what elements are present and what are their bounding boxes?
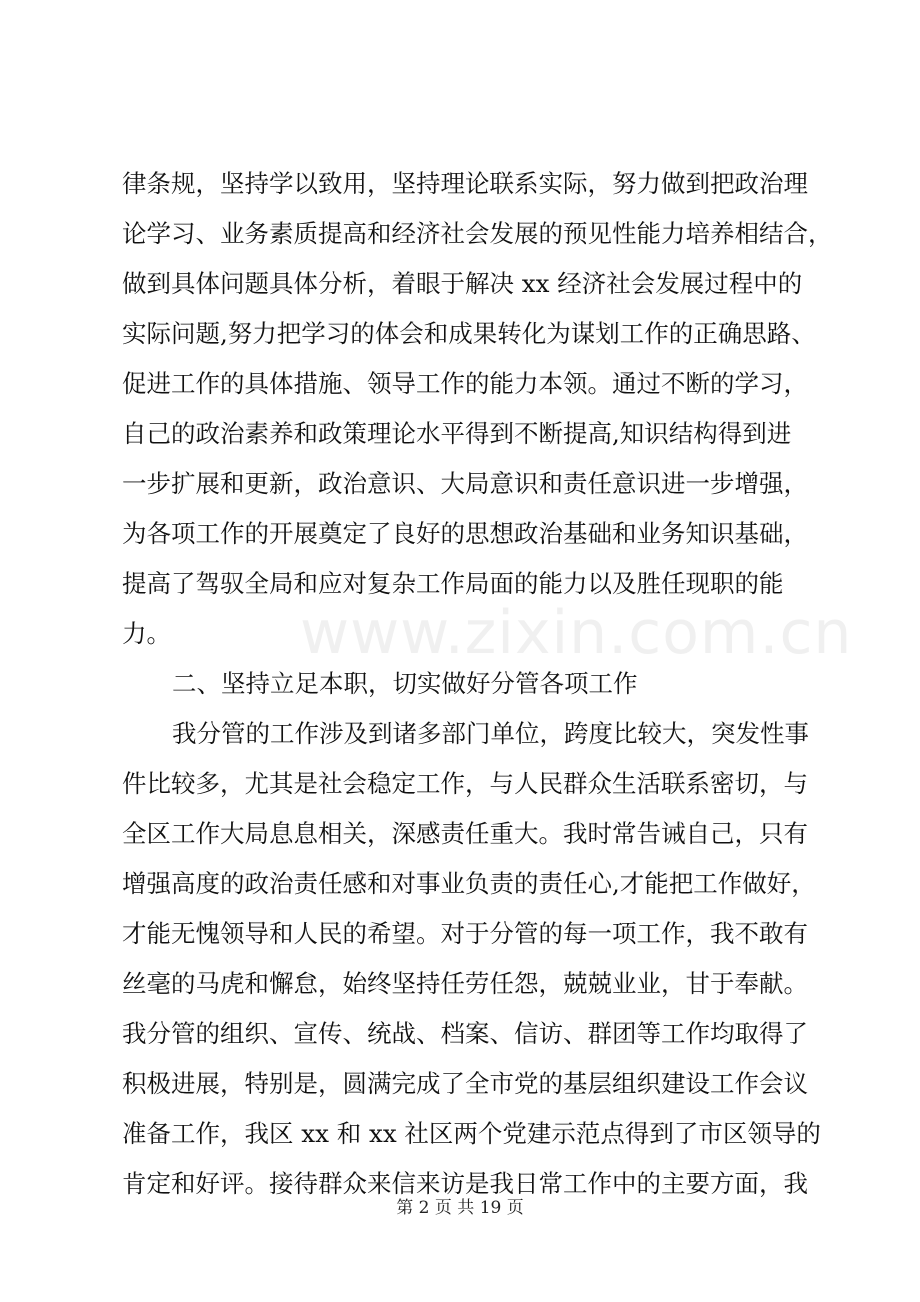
text-line: 为各项工作的开展奠定了良好的思想政治基础和业务知识基础， [122,519,808,548]
text-line: 准备工作，我区 xx 和 xx 社区两个党建示范点得到了市区领导的 [122,1119,821,1148]
text-line: 一步扩展和更新，政治意识、大局意识和责任意识进一步增强， [122,469,808,498]
text-line: 论学习、业务素质提高和经济社会发展的预见性能力培养相结合， [122,219,833,248]
section-heading: 二、坚持立足本职，切实做好分管各项工作 [172,669,638,698]
page-number-footer: 第 2 页 共 19 页 [396,1198,524,1218]
text-line: 实际问题,努力把学习的体会和成果转化为谋划工作的正确思路、 [122,319,816,348]
text-line: 律条规，坚持学以致用，坚持理论联系实际，努力做到把政治理 [122,169,808,198]
text-line: 力。 [122,619,171,648]
text-line: 提高了驾驭全局和应对复杂工作局面的能力以及胜任现职的能 [122,569,784,598]
text-line: 我分管的工作涉及到诸多部门单位，跨度比较大，突发性事 [172,719,809,748]
text-line: 积极进展，特别是，圆满完成了全市党的基层组织建设工作会议 [122,1069,808,1098]
text-line: 增强高度的政治责任感和对事业负责的责任心,才能把工作做好， [122,869,816,898]
watermark: www.zixin.com.cn [300,598,853,668]
text-line: 才能无愧领导和人民的希望。对于分管的每一项工作，我不敢有 [122,919,808,948]
text-line: 我分管的组织、宣传、统战、档案、信访、群团等工作均取得了 [122,1019,808,1048]
text-line: 肯定和好评。接待群众来信来访是我日常工作中的主要方面，我 [122,1169,808,1198]
text-line: 自己的政治素养和政策理论水平得到不断提高,知识结构得到进 [122,419,792,448]
text-line: 促进工作的具体措施、领导工作的能力本领。通过不断的学习， [122,369,808,398]
text-line: 件比较多，尤其是社会稳定工作，与人民群众生活联系密切，与 [122,769,808,798]
text-line: 丝毫的马虎和懈怠，始终坚持任劳任怨，兢兢业业，甘于奉献。 [122,969,808,998]
text-line: 全区工作大局息息相关，深感责任重大。我时常告诫自己，只有 [122,819,808,848]
text-line: 做到具体问题具体分析，着眼于解决 xx 经济社会发展过程中的 [122,269,803,298]
